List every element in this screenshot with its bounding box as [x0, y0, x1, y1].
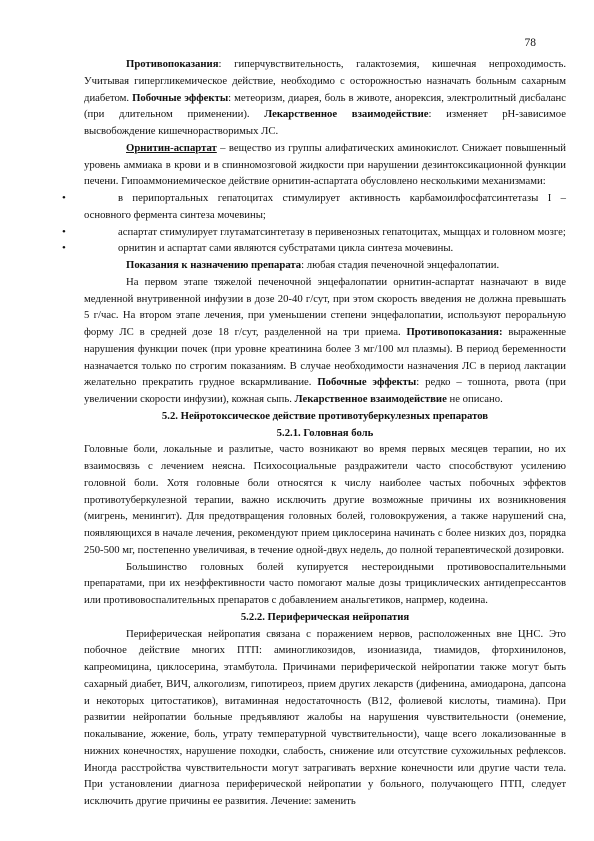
- bullet-icon: •: [62, 242, 66, 255]
- paragraph-dosage: [84, 274, 566, 408]
- dosage-contra-text: выраженные нарушения функции почек (при уровне креатинина более 3 мг/100 мл плазмы). В период беременности назначается только по строгим показаниям. В случае необходимости назначения ЛС в период лактации желательно прекратить грудное вскармливание.: [84, 326, 566, 389]
- paragraph-neuropathy: Периферическая нейропатия связана с поражением нервов, расположенных вне ЦНС. Это побочное действие многих ПТП: аминогликозидов, изониазида, тиамидов, фторхинилонов, капреомицина, циклосерина, этамбутола. Причинами периферической нейропатии также могут быть сахарный диабет, ВИЧ, алкоголизм, гипотиреоз, прием других лекарств (дифенина, амиодарона, дапсона и некоторых цитостатиков), витаминная недостаточность (B12, фолиевой кислоты, тиамина). При развитии нейропатии больные предъявляют жалобы на нарушения чувствительности (онемение, покалывание, жжение, боль, утрату температурной чувствительности), чаще всего локализованные в нижних конечностях, нарушение походки, слабость, снижение или отсутствие сухожильных рефлексов. Иногда расстройства чувствительности могут затрагивать верхние конечности или другие части тела. При установлении диагноза периферической нейропатии у больного, получающего ПТП, следует исключить другие причины ее развития. Лечение: заменить: [84, 627, 566, 807]
- bullet-item: [62, 240, 566, 257]
- bullet-item: [62, 190, 566, 224]
- dosage-side-label: Побочные эффекты: [317, 376, 417, 389]
- dosage-interaction-text: не описано.: [446, 393, 503, 405]
- subsection-heading-neuropathy: 5.2.2. Периферическая нейропатия: [240, 610, 410, 623]
- dosage-text: На первом этапе тяжелой печеночной энцефалопатии орнитин-аспартат назначают в виде медленной внутривенной инфузии в дозе 20-40 г/сут, при этом скорость введения не должна превышать 5 г/час. На втором этапе лечения, при уменьшении степени энцефалопатии, используют пероральную форму ЛС в средней дозе 18 г/сут, разделенной на три приема.: [84, 275, 566, 338]
- ornithine-term: Орнитин-аспартат: [126, 141, 217, 154]
- bullet-icon: •: [62, 225, 66, 238]
- bullet-icon: •: [62, 192, 66, 204]
- paragraph-headache-treatment: Большинство головных болей купируется нестероидными противовоспалительными препаратами, при их неэффективности часто помогают малые дозы трициклических антидепрессантов или противовоспалительных препаратов с добавлением анальгетиков, напрмер, кодеина.: [84, 560, 566, 606]
- contraindications-text: : гиперчувствительность, галактоземия, кишечная непроходимость. Учитывая гипергликемическое действие, необходимо с осторожностью назначать больным сахарным диабетом.: [84, 58, 566, 104]
- side-effects-label: Побочные эффекты: [132, 91, 229, 104]
- dosage-contra-label: Противопоказания:: [406, 326, 503, 338]
- paragraph-headache: Головные боли, локальные и разлитые, часто возникают во время первых месяцев терапии, но их взаимосвязь с лечением неясна. Психосоциальные раздражители часто способствуют усилению головной боли. Хотя головные боли относятся к числу наиболее частых побочных эффектов противотуберкулезной терапии, важно исключить другие возможные причины их возникновения (мигрень, менингит). Для предотвращения головных болей, головокружения, а также нарушений сна, появляющихся в начале лечения, рекомендуют прием циклосерина начинать с более низких доз, порядка 250-500 мг, постепенно увеличивая, в течение одной-двух недель, до полной терапевтической дозировки.: [84, 443, 566, 556]
- indications-text: : любая стадия печеночной энцефалопатии.: [301, 259, 500, 271]
- paragraph-ornithine: [84, 140, 566, 190]
- bullet-item: [62, 224, 566, 241]
- page-content: [62, 56, 567, 810]
- page-number: 78: [524, 37, 536, 49]
- bullet-text: в перипортальных гепатоцитах стимулирует активность карбамоилфосфатсинтетазы I – основного фермента синтеза мочевины;: [84, 192, 566, 221]
- dosage-side-text: : редко – тошнота, рвота (при увеличении скорости инфузии), кожная сыпь.: [84, 376, 566, 405]
- contraindications-label: Противопоказания: [126, 58, 219, 70]
- indications-label: Показания к назначению препарата: [126, 259, 302, 271]
- paragraph-contraindications: [84, 56, 566, 140]
- paragraph-indications: [84, 257, 566, 274]
- dosage-interaction-label: Лекарственное взаимодействие: [294, 393, 447, 405]
- bullet-text: аспартат стимулирует глутаматсинтетазу в перивенозных гепатоцитах, мыщцах и головном мозге;: [118, 225, 566, 238]
- interaction-text: : изменяет pH-зависимое высвобождение кишечнорастворимых ЛС.: [84, 108, 566, 137]
- side-effects-text: : метеоризм, диарея, боль в животе, анорексия, электролитный дисбаланс (при длительном применении).: [84, 91, 567, 121]
- ornithine-text: – вещество из группы алифатических аминокислот. Снижает повышенный уровень аммиака в крови и в спинномозговой жидкости при нарушении дезинтоксикационной функции печени. Гипоаммониемическое действие орнитин-аспартата обусловлено несколькими механизмами:: [84, 141, 566, 188]
- interaction-label: Лекарственное взаимодействие: [264, 108, 429, 121]
- section-heading: 5.2. Нейротоксическое действие противотуберкулезных препаратов: [161, 409, 489, 422]
- bullet-text: орнитин и аспартат сами являются субстратами цикла синтеза мочевины.: [118, 242, 454, 255]
- subsection-heading-headache: 5.2.1. Головная боль: [276, 426, 374, 439]
